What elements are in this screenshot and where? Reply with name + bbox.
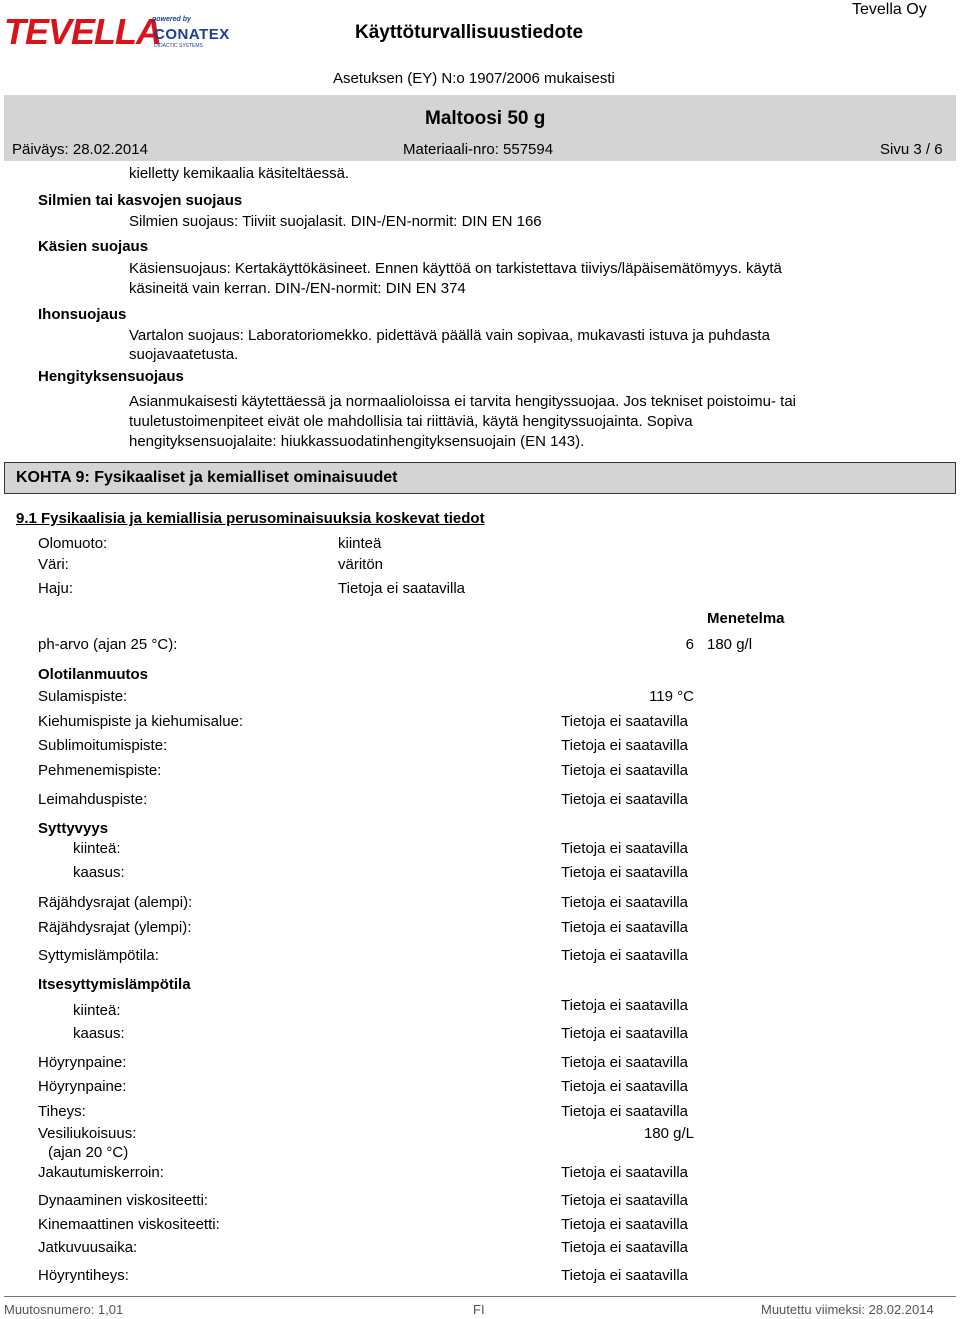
- sublimation-point-value: Tietoja ei saatavilla: [561, 737, 689, 754]
- autoignition-gas-value: Tietoja ei saatavilla: [561, 1025, 689, 1042]
- section-9-title: KOHTA 9: Fysikaaliset ja kemialliset ominaisuudet: [16, 469, 398, 486]
- document-title: Käyttöturvallisuustiedote: [355, 22, 584, 43]
- page-number: Sivu 3 / 6: [880, 141, 943, 158]
- ph-label: ph-arvo (ajan 25 °C):: [38, 636, 178, 653]
- hand-protection-text-2: käsineitä vain kerran. DIN-/EN-normit: DIN EN 374: [129, 280, 466, 297]
- skin-protection-text-2: suojavaatetusta.: [129, 346, 239, 363]
- flow-time-label: Jatkuvuusaika:: [38, 1239, 138, 1256]
- odor-label: Haju:: [38, 580, 74, 597]
- flash-point-value: Tietoja ei saatavilla: [561, 791, 689, 808]
- odor-value: Tietoja ei saatavilla: [338, 580, 466, 597]
- autoignition-solid-value: Tietoja ei saatavilla: [561, 997, 689, 1014]
- color-value: väritön: [338, 556, 384, 573]
- dynamic-viscosity-value: Tietoja ei saatavilla: [561, 1192, 689, 1209]
- company-name: Tevella Oy: [852, 1, 927, 18]
- form-label: Olomuoto:: [38, 535, 108, 552]
- state-change-heading: Olotilanmuutos: [38, 666, 148, 683]
- softening-point-label: Pehmenemispiste:: [38, 762, 162, 779]
- respiratory-protection-text-2: tuuletustoimenpiteet eivät ole mahdollisia tai riittäviä, käytä hengityssuojainta. Sopiva: [129, 413, 693, 430]
- respiratory-protection-heading: Hengityksensuojaus: [38, 368, 184, 385]
- flammability-gas-label: kaasus:: [73, 864, 125, 881]
- flammability-solid-label: kiinteä:: [73, 840, 121, 857]
- flammability-gas-value: Tietoja ei saatavilla: [561, 864, 689, 881]
- melting-point-label: Sulamispiste:: [38, 688, 128, 705]
- ignition-temperature-value: Tietoja ei saatavilla: [561, 947, 689, 964]
- logo-text: TEVELLA: [4, 11, 162, 52]
- logo-powered-text: powered by: [152, 16, 191, 23]
- last-modified: Muutettu viimeksi: 28.02.2014: [761, 1302, 934, 1317]
- skin-protection-heading: Ihonsuojaus: [38, 306, 127, 323]
- sublimation-point-label: Sublimoitumispiste:: [38, 737, 168, 754]
- ph-value: 6: [685, 636, 694, 653]
- section-9-1-subtitle: 9.1 Fysikaalisia ja kemiallisia perusominaisuuksia koskevat tiedot: [16, 510, 485, 527]
- autoignition-gas-label: kaasus:: [73, 1025, 125, 1042]
- vapor-density-value: Tietoja ei saatavilla: [561, 1267, 689, 1284]
- hand-protection-heading: Käsien suojaus: [38, 238, 149, 255]
- vapor-pressure-1-label: Höyrynpaine:: [38, 1054, 127, 1071]
- partition-coefficient-value: Tietoja ei saatavilla: [561, 1164, 689, 1181]
- melting-point-value: 119 °C: [649, 688, 694, 705]
- language-code: FI: [473, 1302, 485, 1317]
- boiling-point-label: Kiehumispiste ja kiehumisalue:: [38, 713, 244, 730]
- flammability-solid-value: Tietoja ei saatavilla: [561, 840, 689, 857]
- respiratory-protection-text-1: Asianmukaisesti käytettäessä ja normaalioloissa ei tarvita hengityssuojaa. Jos tekniset poistoimu- tai: [129, 393, 796, 410]
- respiratory-protection-text-3: hengityksensuojalaite: hiukkassuodatinhengityksensuojain (EN 143).: [129, 433, 585, 450]
- upper-explosion-limit-label: Räjähdysrajat (ylempi):: [38, 919, 192, 936]
- eye-protection-heading: Silmien tai kasvojen suojaus: [38, 192, 243, 209]
- softening-point-value: Tietoja ei saatavilla: [561, 762, 689, 779]
- method-heading: Menetelma: [707, 610, 785, 627]
- density-value: Tietoja ei saatavilla: [561, 1103, 689, 1120]
- upper-explosion-limit-value: Tietoja ei saatavilla: [561, 919, 689, 936]
- dynamic-viscosity-label: Dynaaminen viskositeetti:: [38, 1192, 209, 1209]
- skin-protection-text-1: Vartalon suojaus: Laboratoriomekko. pidettävä päällä vain sopivaa, mukavasti istuva ja puhdasta: [129, 327, 770, 344]
- water-solubility-label: Vesiliukoisuus:: [38, 1125, 137, 1142]
- footer-divider: [4, 1296, 956, 1297]
- hand-protection-text-1: Käsiensuojaus: Kertakäyttökäsineet. Ennen käyttöä on tarkistettava tiiviys/läpäisemätömyys. käytä: [129, 260, 782, 277]
- flow-time-value: Tietoja ei saatavilla: [561, 1239, 689, 1256]
- ignition-temperature-label: Syttymislämpötila:: [38, 947, 159, 964]
- continued-text: kielletty kemikaalia käsiteltäessä.: [129, 165, 350, 182]
- vapor-pressure-2-value: Tietoja ei saatavilla: [561, 1078, 689, 1095]
- flash-point-label: Leimahduspiste:: [38, 791, 148, 808]
- logo-brand-subtext: DIDACTIC SYSTEMS: [154, 43, 203, 49]
- vapor-pressure-2-label: Höyrynpaine:: [38, 1078, 127, 1095]
- kinematic-viscosity-label: Kinemaattinen viskositeetti:: [38, 1216, 220, 1233]
- density-label: Tiheys:: [38, 1103, 86, 1120]
- lower-explosion-limit-label: Räjähdysrajat (alempi):: [38, 894, 193, 911]
- autoignition-heading: Itsesyttymislämpötila: [38, 976, 191, 993]
- water-solubility-value: 180 g/L: [643, 1125, 694, 1142]
- kinematic-viscosity-value: Tietoja ei saatavilla: [561, 1216, 689, 1233]
- logo-brand-text: CONATEX: [154, 26, 230, 43]
- water-solubility-condition: (ajan 20 °C): [48, 1144, 129, 1161]
- boiling-point-value: Tietoja ei saatavilla: [561, 713, 689, 730]
- autoignition-solid-label: kiinteä:: [73, 1002, 121, 1019]
- color-label: Väri:: [38, 556, 69, 573]
- flammability-heading: Syttyvyys: [38, 820, 109, 837]
- ph-method: 180 g/l: [707, 636, 753, 653]
- document-date: Päiväys: 28.02.2014: [12, 141, 148, 158]
- regulation-text: Asetuksen (EY) N:o 1907/2006 mukaisesti: [333, 70, 615, 87]
- form-value: kiinteä: [338, 535, 382, 552]
- vapor-density-label: Höyryntiheys:: [38, 1267, 129, 1284]
- vapor-pressure-1-value: Tietoja ei saatavilla: [561, 1054, 689, 1071]
- product-name: Maltoosi 50 g: [425, 108, 546, 129]
- eye-protection-text: Silmien suojaus: Tiiviit suojalasit. DIN-/EN-normit: DIN EN 166: [129, 213, 542, 230]
- material-number: Materiaali-nro: 557594: [403, 141, 554, 158]
- lower-explosion-limit-value: Tietoja ei saatavilla: [561, 894, 689, 911]
- company-logo: [4, 10, 230, 54]
- partition-coefficient-label: Jakautumiskerroin:: [38, 1164, 164, 1181]
- revision-number: Muutosnumero: 1,01: [4, 1302, 124, 1317]
